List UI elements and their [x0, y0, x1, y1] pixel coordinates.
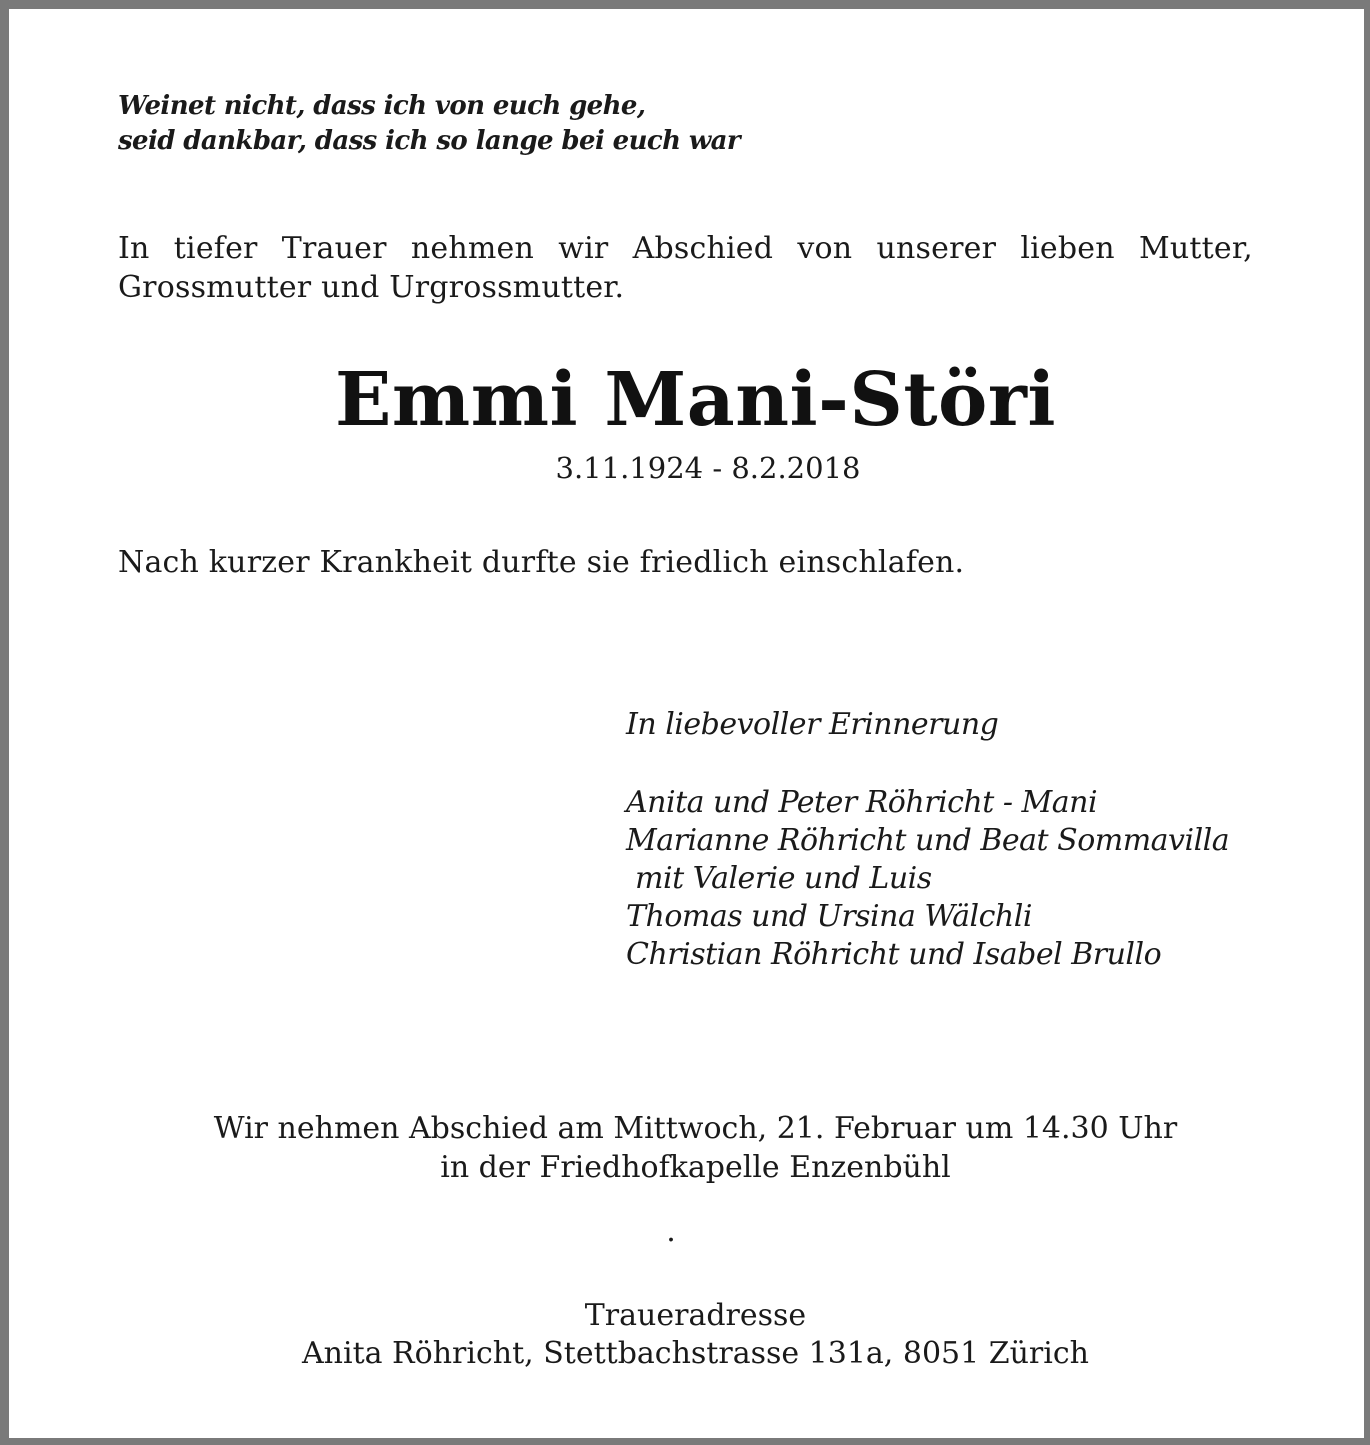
intro-word: Mutter,: [1138, 231, 1253, 266]
intro-line-2: Grossmutter und Urgrossmutter.: [118, 270, 625, 305]
mourning-address: [18, 1297, 1370, 1373]
motto-quote: [118, 89, 740, 159]
mourner-line: Thomas und Ursina Wälchli: [626, 899, 1032, 934]
intro-word: Trauer: [281, 231, 387, 266]
spacer: [626, 744, 1229, 784]
intro-word: Abschied: [632, 231, 774, 266]
intro-word: tiefer: [173, 231, 258, 266]
motto-line-2: seid dankbar, dass ich so lange bei euch war: [118, 126, 741, 156]
intro-word: unserer: [876, 231, 997, 266]
intro-word: In: [118, 231, 150, 266]
intro-word: nehmen: [410, 231, 534, 266]
life-dates: 3.11.1924 - 8.2.2018: [555, 451, 861, 485]
mourner-line: Marianne Röhricht und Beat Sommavilla: [626, 823, 1230, 858]
mourner-line: Christian Röhricht und Isabel Brullo: [626, 937, 1162, 972]
mourner-line: mit Valerie und Luis: [626, 861, 932, 896]
intro-word: von: [797, 231, 853, 266]
ceremony-line-1: Wir nehmen Abschied am Mittwoch, 21. Februar um 14.30 Uhr: [213, 1111, 1178, 1146]
deceased-name: Emmi Mani-Störi: [335, 357, 1056, 443]
intro-paragraph: [118, 229, 1253, 307]
intro-word: lieben: [1020, 231, 1115, 266]
intro-line-1: [118, 229, 1253, 268]
intro-word: wir: [558, 231, 609, 266]
separator-dot: .: [666, 1214, 676, 1249]
address-label: Traueradresse: [584, 1298, 807, 1333]
remembrance-block: [626, 706, 1229, 974]
motto-line-1: Weinet nicht, dass ich von euch gehe,: [118, 91, 646, 121]
remembrance-heading: In liebevoller Erinnerung: [626, 707, 999, 742]
address-value: Anita Röhricht, Stettbachstrasse 131a, 8051 Zürich: [302, 1336, 1089, 1371]
mourner-line: Anita und Peter Röhricht - Mani: [626, 785, 1098, 820]
ceremony-line-2: in der Friedhofkapelle Enzenbühl: [440, 1150, 951, 1185]
illness-text: Nach kurzer Krankheit durfte sie friedlich einschlafen.: [118, 545, 965, 580]
ceremony-info: [18, 1109, 1370, 1187]
